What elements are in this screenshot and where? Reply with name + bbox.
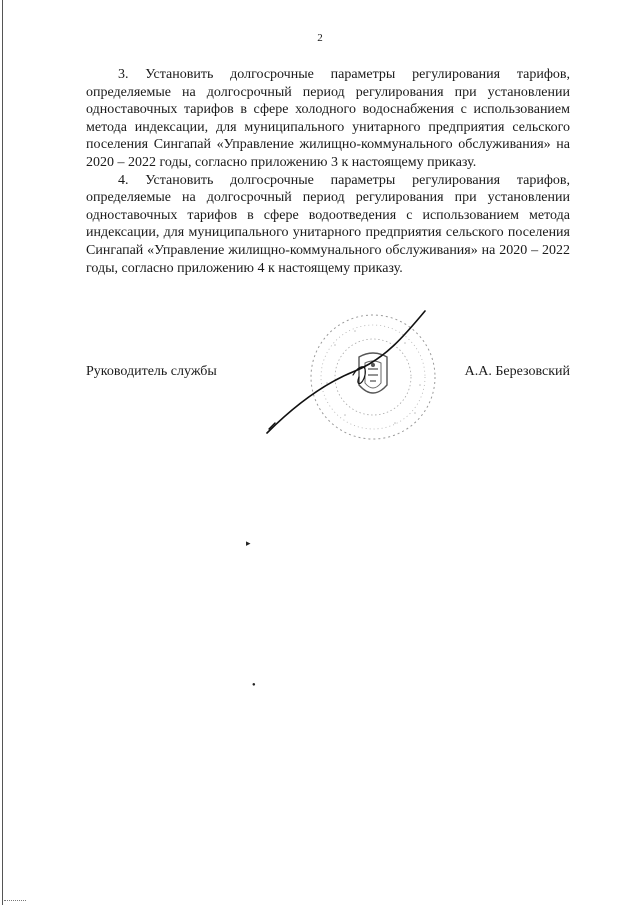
page-number: 2 [317, 32, 323, 44]
signature-block [86, 364, 570, 384]
signer-title: Руководитель службы [86, 364, 217, 379]
scan-edge-line [2, 0, 3, 905]
scan-corner-mark [4, 899, 26, 901]
signer-name: А.А. Березовский [464, 364, 570, 379]
document-body [86, 66, 570, 277]
paragraph-4: 4. Установить долгосрочные параметры регулирования тарифов, определяемые на долгосрочный период регулирования при установлении одноставочных тарифов в сфере водоотведения с использованием метода индексации, для муниципального унитарного предприятия сельского поселения Сингапай «Управление жилищно-коммунального обслуживания» на 2020 – 2022 годы, согласно приложению 4 к настоящему приказу. [86, 172, 570, 276]
scan-speck: ▸ [246, 538, 251, 548]
scan-speck: ● [252, 682, 256, 688]
paragraph-3: 3. Установить долгосрочные параметры регулирования тарифов, определяемые на долгосрочный период регулирования при установлении одноставочных тарифов в сфере холодного водоснабжения с использованием метода индексации, для муниципального унитарного предприятия сельского поселения Сингапай «Управление жилищно-коммунального обслуживания» на 2020 – 2022 годы, согласно приложению 3 к настоящему приказу. [86, 67, 570, 170]
